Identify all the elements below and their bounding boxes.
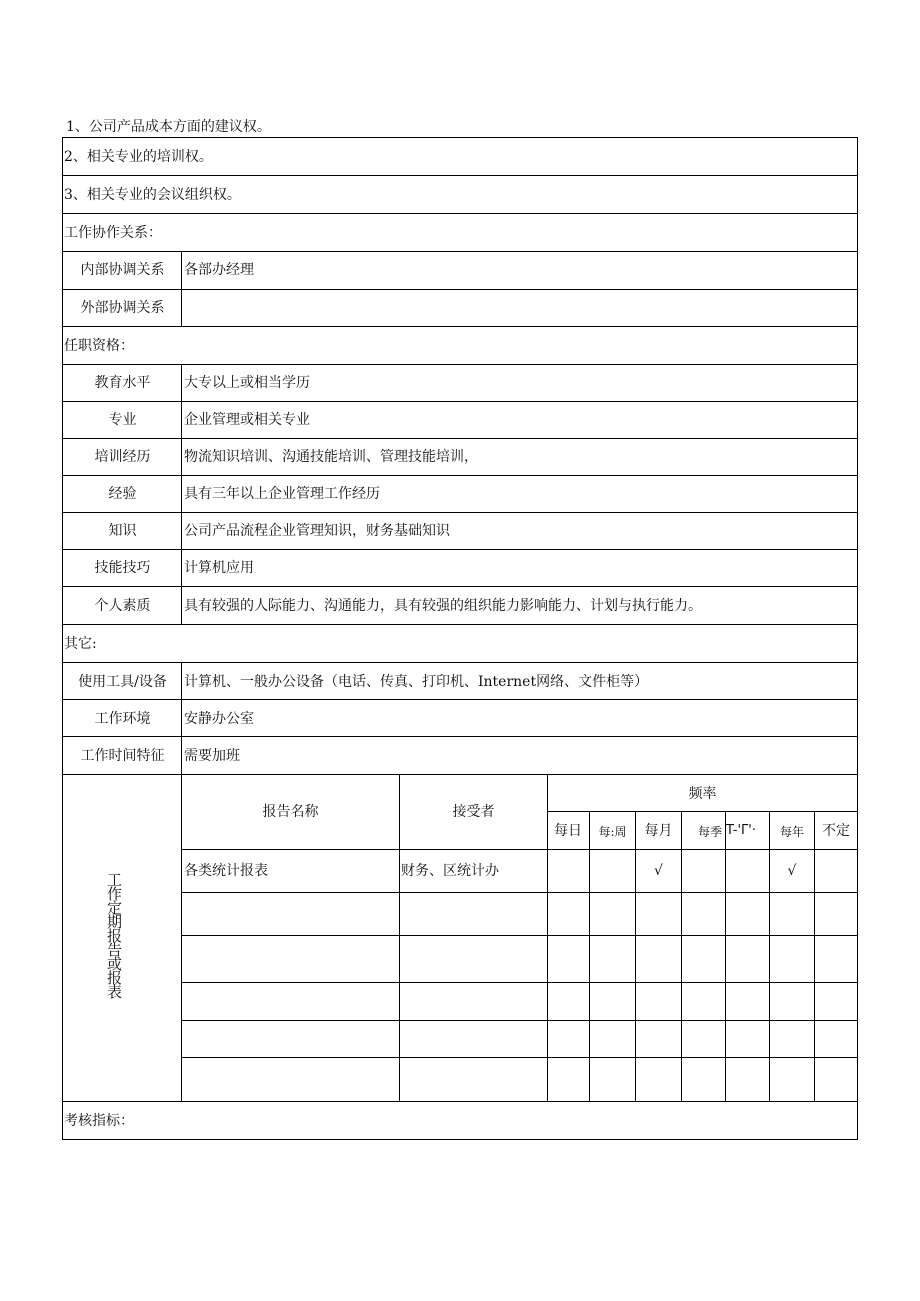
skills-value: 计算机应用 [184,560,254,576]
frequency-header: 频率 [688,786,717,802]
training-value: 物流知识培训、沟通技能培训、管理技能培训， [184,449,478,465]
collaboration-heading: 工作协作关系： [64,225,162,241]
qualifications-heading: 任职资格： [64,338,134,354]
right-2: 2、相关专业的培训权。 [64,149,213,165]
work-time-value: 需要加班 [184,748,240,764]
report-row-name: 各类统计报表 [184,863,268,879]
major-value: 企业管理或相关专业 [184,412,310,428]
environment-value: 安静办公室 [184,711,254,727]
education-label: 教育水平 [94,375,151,391]
report-mark-monthly: √ [654,863,663,879]
knowledge-value: 公司产品流程企业管理知识，财务基础知识 [184,523,450,539]
freq-daily: 每日 [554,823,582,839]
personal-quality-label: 个人素质 [94,598,151,614]
assessment-heading: 考核指标： [64,1113,134,1129]
environment-label: 工作环境 [94,711,151,727]
report-row-receiver: 财务、区统计办 [401,863,499,879]
reports-side-label: 工作定期报告或报表 [105,872,123,998]
freq-semiannual: T-'Γ'· [726,823,756,838]
freq-monthly: 每月 [644,823,673,839]
right-1: 1、公司产品成本方面的建议权。 [66,119,271,135]
tools-value: 计算机、一般办公设备（电话、传真、打印机、Internet网络、文件柜等） [184,674,649,690]
receiver-header: 接受者 [452,804,495,820]
work-time-label: 工作时间特征 [80,748,165,764]
education-value: 大专以上或相当学历 [184,375,310,391]
internal-coordination-label: 内部协调关系 [80,262,165,278]
internal-coordination-value: 各部办经理 [184,262,254,278]
freq-irregular: 不定 [822,823,850,839]
training-label: 培训经历 [94,449,151,465]
freq-yearly: 每年 [779,825,804,839]
external-coordination-label: 外部协调关系 [80,300,165,316]
right-3: 3、相关专业的会议组织权。 [64,187,241,203]
freq-quarterly: 每季 [698,825,723,839]
major-label: 专业 [108,412,137,428]
report-name-header: 报告名称 [262,804,319,820]
tools-label: 使用工具/设备 [78,674,167,690]
knowledge-label: 知识 [108,523,137,539]
freq-weekly: 每:周 [598,825,627,839]
experience-label: 经验 [108,486,137,502]
other-heading: 其它: [64,636,97,652]
experience-value: 具有三年以上企业管理工作经历 [184,486,380,502]
personal-quality-value: 具有较强的人际能力、沟通能力，具有较强的组织能力影响能力、计划与执行能力。 [184,598,702,614]
report-mark-yearly: √ [787,863,797,879]
skills-label: 技能技巧 [94,560,151,576]
